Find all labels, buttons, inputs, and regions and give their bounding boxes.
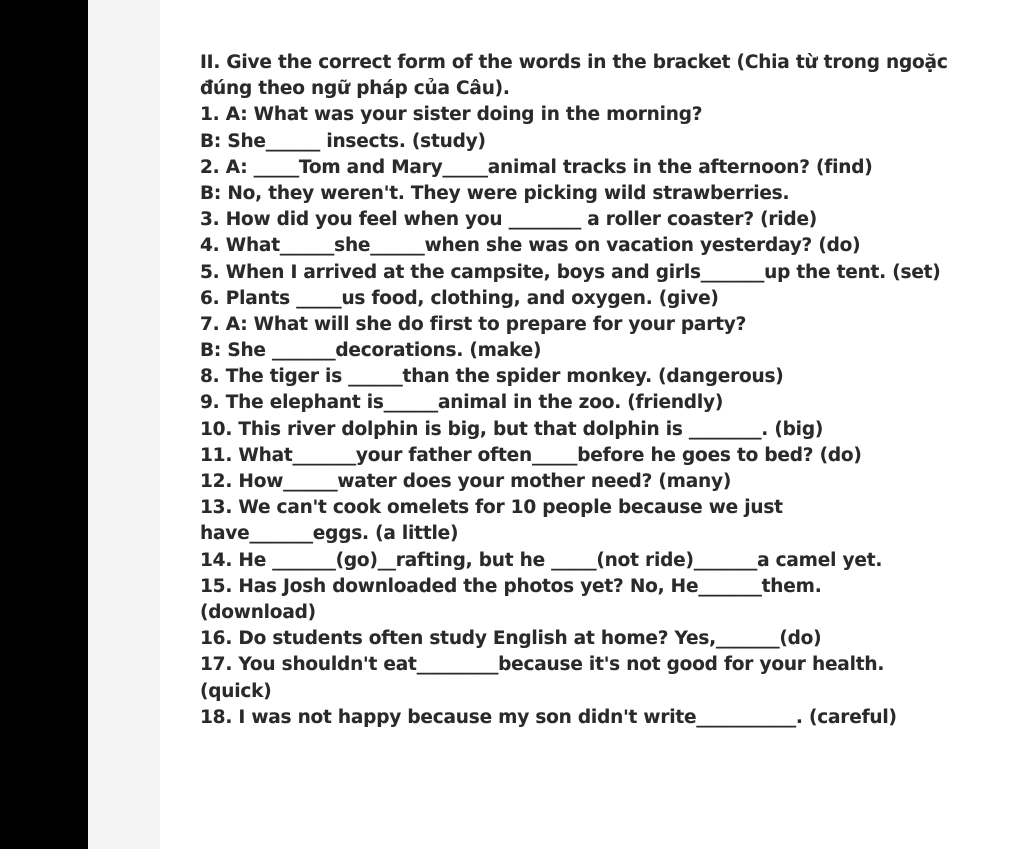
exercise-line: B: She______ insects. (study): [200, 130, 486, 152]
exercise-line: 5. When I arrived at the campsite, boys and girls_______up the tent. (set): [200, 261, 941, 283]
exercise-line: have_______eggs. (a little): [200, 523, 459, 545]
exercise-line: 13. We can't cook omelets for 10 people because we just: [200, 497, 783, 519]
exercise-line: B: No, they weren't. They were picking wild strawberries.: [200, 182, 790, 204]
exercise-line: 2. A: _____Tom and Mary_____animal tracks in the afternoon? (find): [200, 156, 873, 178]
exercise-line: 17. You shouldn't eat_________because it's not good for your health.: [200, 654, 885, 676]
exercise-heading-line-1: II. Give the correct form of the words in the bracket (Chia từ trong ngoặc: [200, 52, 948, 73]
exercise-line: (quick): [200, 680, 272, 702]
exercise-line: 11. What_______your father often_____before he goes to bed? (do): [200, 444, 862, 466]
exercise-line: 8. The tiger is ______than the spider monkey. (dangerous): [200, 366, 784, 388]
exercise-line: (download): [200, 601, 316, 623]
exercise-line: 7. A: What will she do first to prepare for your party?: [200, 313, 747, 335]
left-gutter: [88, 0, 160, 849]
exercise-line: 3. How did you feel when you ________ a roller coaster? (ride): [200, 209, 818, 231]
exercise-line: 6. Plants _____us food, clothing, and oxygen. (give): [200, 287, 719, 309]
exercise-line: 16. Do students often study English at home? Yes,_______(do): [200, 628, 822, 650]
exercise-line: 18. I was not happy because my son didn't write___________. (careful): [200, 706, 897, 728]
exercise-line: 15. Has Josh downloaded the photos yet? No, He_______them.: [200, 575, 822, 597]
exercise-line: 14. He _______(go)__rafting, but he _____(not ride)_______a camel yet.: [200, 549, 883, 571]
exercise-line: 1. A: What was your sister doing in the morning?: [200, 104, 703, 126]
exercise-line: 10. This river dolphin is big, but that dolphin is ________. (big): [200, 418, 824, 440]
exercise-line: 4. What______she______when she was on vacation yesterday? (do): [200, 235, 861, 257]
exercise-content: [200, 50, 1010, 731]
exercise-heading-line-2: đúng theo ngữ pháp của Câu).: [200, 78, 510, 100]
exercise-line: 9. The elephant is______animal in the zoo. (friendly): [200, 392, 724, 414]
exercise-line: B: She _______decorations. (make): [200, 340, 542, 362]
exercise-line: 12. How______water does your mother need? (many): [200, 471, 732, 492]
